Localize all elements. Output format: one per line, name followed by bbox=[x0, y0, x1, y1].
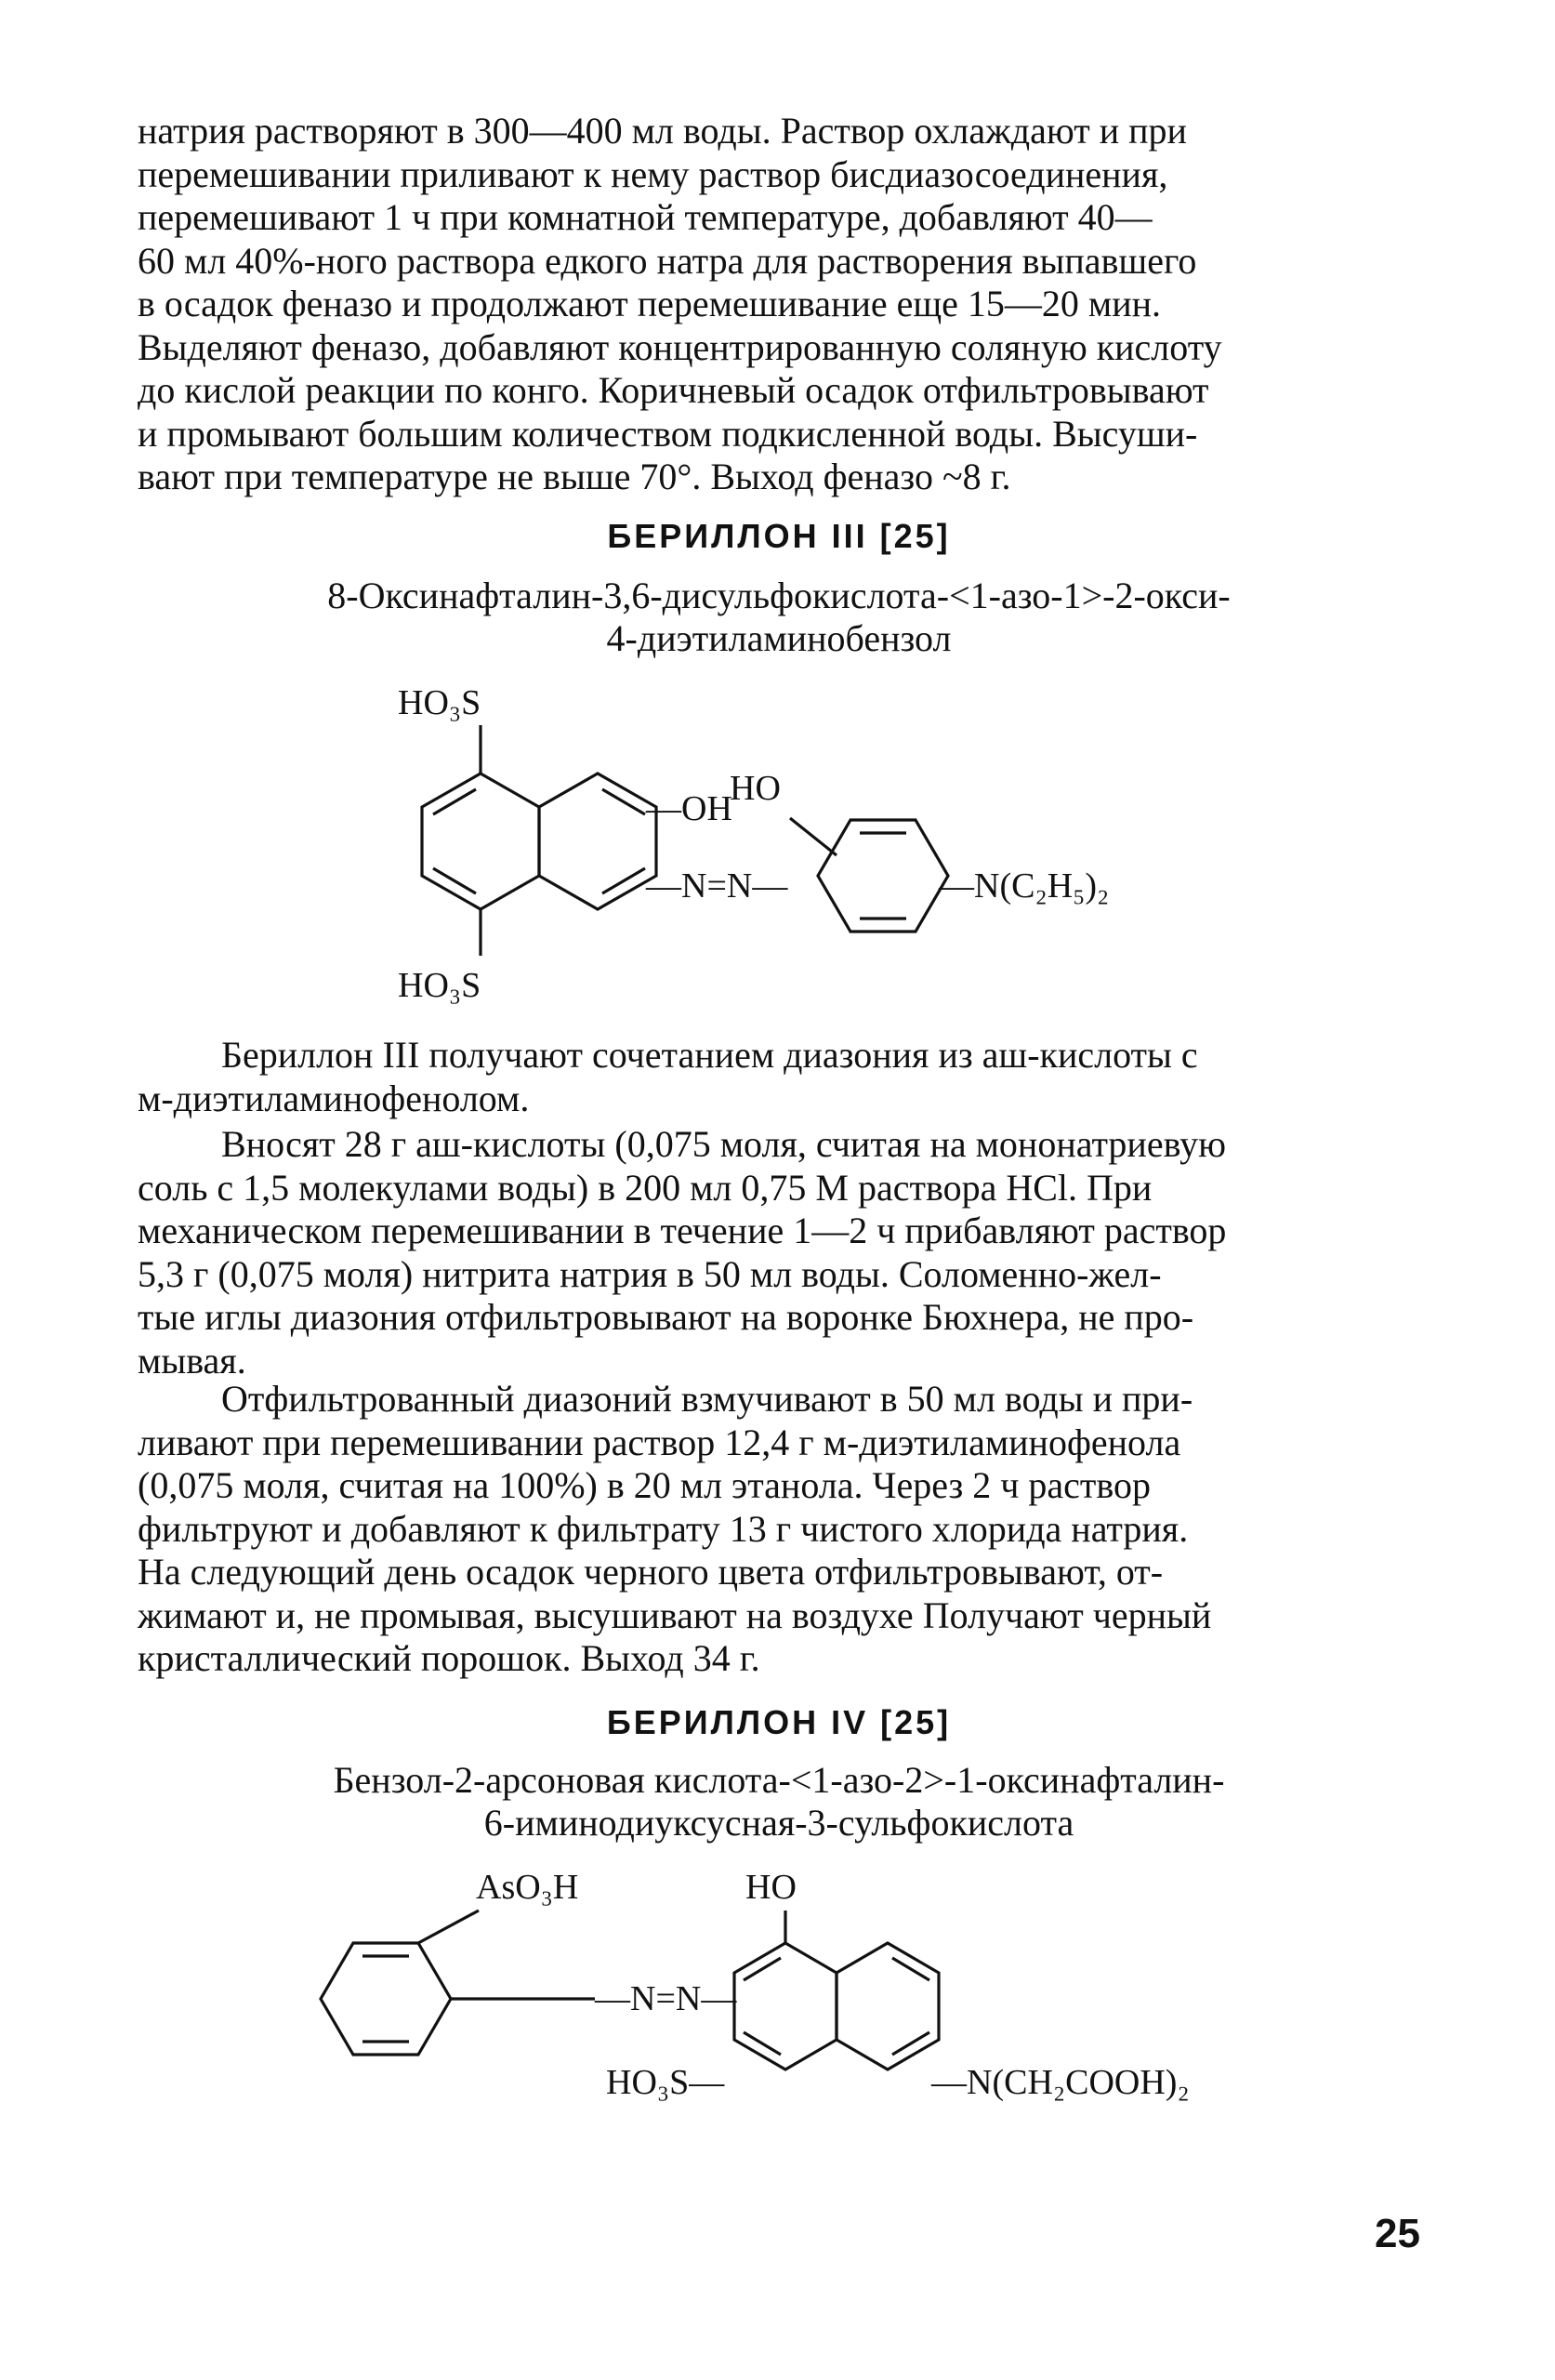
paragraph-3 bbox=[138, 1123, 1420, 1382]
section-heading-berillon-iii: БЕРИЛЛОН III [25] bbox=[607, 517, 951, 555]
text-line: На следующий день осадок черного цвета отфильтровывают, от- bbox=[138, 1551, 1164, 1593]
text-line: Выделяют феназо, добавляют концентрированную соляную кислоту bbox=[138, 325, 1222, 368]
compound-name-line: 8-Оксинафталин-3,6-дисульфокислота-<1-азо-1>-2-окси- bbox=[327, 575, 1231, 616]
paragraph-4 bbox=[138, 1378, 1420, 1681]
structure-label: HO₃S— bbox=[606, 2063, 725, 2102]
text-line: Вносят 28 г аш-кислоты (0,075 моля, считая на мононатриевую bbox=[221, 1123, 1226, 1165]
text-line: Бериллон III получают сочетанием диазония из аш-кислоты с bbox=[221, 1034, 1198, 1076]
text-line: м-диэтиламинофенолом. bbox=[138, 1077, 530, 1119]
structure-label: —N(CH₂COOH)₂ bbox=[931, 2063, 1190, 2102]
paragraph-1 bbox=[138, 110, 1420, 499]
text-line: в осадок феназо и продолжают перемешивание еще 15—20 мин. bbox=[138, 283, 1162, 324]
page-number: 25 bbox=[1375, 2211, 1420, 2256]
text-line: Отфильтрованный диазоний взмучивают в 50 мл воды и при- bbox=[221, 1378, 1193, 1420]
compound-name-berillon-iii bbox=[138, 575, 1420, 660]
structure-label: —N=N— bbox=[646, 866, 788, 906]
structure-label: HO bbox=[730, 769, 781, 808]
compound-name-berillon-iv bbox=[138, 1759, 1420, 1844]
text-line: вают при температуре не выше 70°. Выход феназо ~8 г. bbox=[138, 456, 1011, 497]
text-line: до кислой реакции по конго. Коричневый осадок отфильтровывают bbox=[138, 369, 1209, 411]
section-heading-berillon-iv: БЕРИЛЛОН IV [25] bbox=[606, 1703, 952, 1741]
structure-label: AsO₃H bbox=[476, 1868, 579, 1907]
text-line: тые иглы диазония отфильтровывают на воронке Бюхнера, не про- bbox=[138, 1296, 1194, 1338]
structure-berillon-iii bbox=[0, 669, 1555, 1023]
text-line: натрия растворяют в 300—400 мл воды. Раствор охлаждают и при bbox=[138, 110, 1187, 152]
text-line: ливают при перемешивании раствор 12,4 г м-диэтиламинофенола bbox=[138, 1421, 1181, 1463]
paragraph-2 bbox=[138, 1034, 1420, 1120]
structure-label: —N=N— bbox=[595, 1979, 737, 2018]
text-line: механическом перемешивании в течение 1—2 ч прибавляют раствор bbox=[138, 1210, 1227, 1251]
text-line: и промывают большим количеством подкисленной воды. Высуши- bbox=[138, 412, 1198, 455]
structure-label: —OH bbox=[646, 789, 732, 828]
compound-name-line: 4-диэтиламинобензол bbox=[606, 617, 952, 659]
text-line: перемешивают 1 ч при комнатной температуре, добавляют 40— bbox=[138, 196, 1153, 238]
text-line: кристаллический порошок. Выход 34 г. bbox=[138, 1637, 760, 1679]
structure-label: HO bbox=[745, 1868, 797, 1907]
compound-name-line: 6-иминодиуксусная-3-сульфокислота bbox=[483, 1802, 1074, 1844]
structure-label: HO₃S bbox=[398, 683, 481, 722]
structure-berillon-iv bbox=[0, 1859, 1555, 2138]
text-line: перемешивании приливают к нему раствор бисдиазосоединения, bbox=[138, 152, 1168, 195]
text-line: жимают и, не промывая, высушивают на воздухе Получают черный bbox=[138, 1593, 1212, 1636]
text-line: соль с 1,5 молекулами воды) в 200 мл 0,75 М раствора HCl. При bbox=[138, 1166, 1153, 1209]
text-line: 60 мл 40%-ного раствора едкого натра для растворения выпавшего bbox=[138, 239, 1197, 282]
text-line: фильтруют и добавляют к фильтрату 13 г чистого хлорида натрия. bbox=[138, 1507, 1189, 1550]
compound-name-line: Бензол-2-арсоновая кислота-<1-азо-2>-1-оксинафталин- bbox=[333, 1759, 1225, 1801]
text-line: 5,3 г (0,075 моля) нитрита натрия в 50 мл воды. Соломенно-жел- bbox=[138, 1252, 1162, 1295]
structure-label: HO₃S bbox=[398, 966, 481, 1005]
text-line: мывая. bbox=[138, 1339, 246, 1382]
structure-label: —N(C₂H₅)₂ bbox=[939, 866, 1110, 906]
text-line: (0,075 моля, считая на 100%) в 20 мл этанола. Через 2 ч раствор bbox=[138, 1464, 1152, 1506]
